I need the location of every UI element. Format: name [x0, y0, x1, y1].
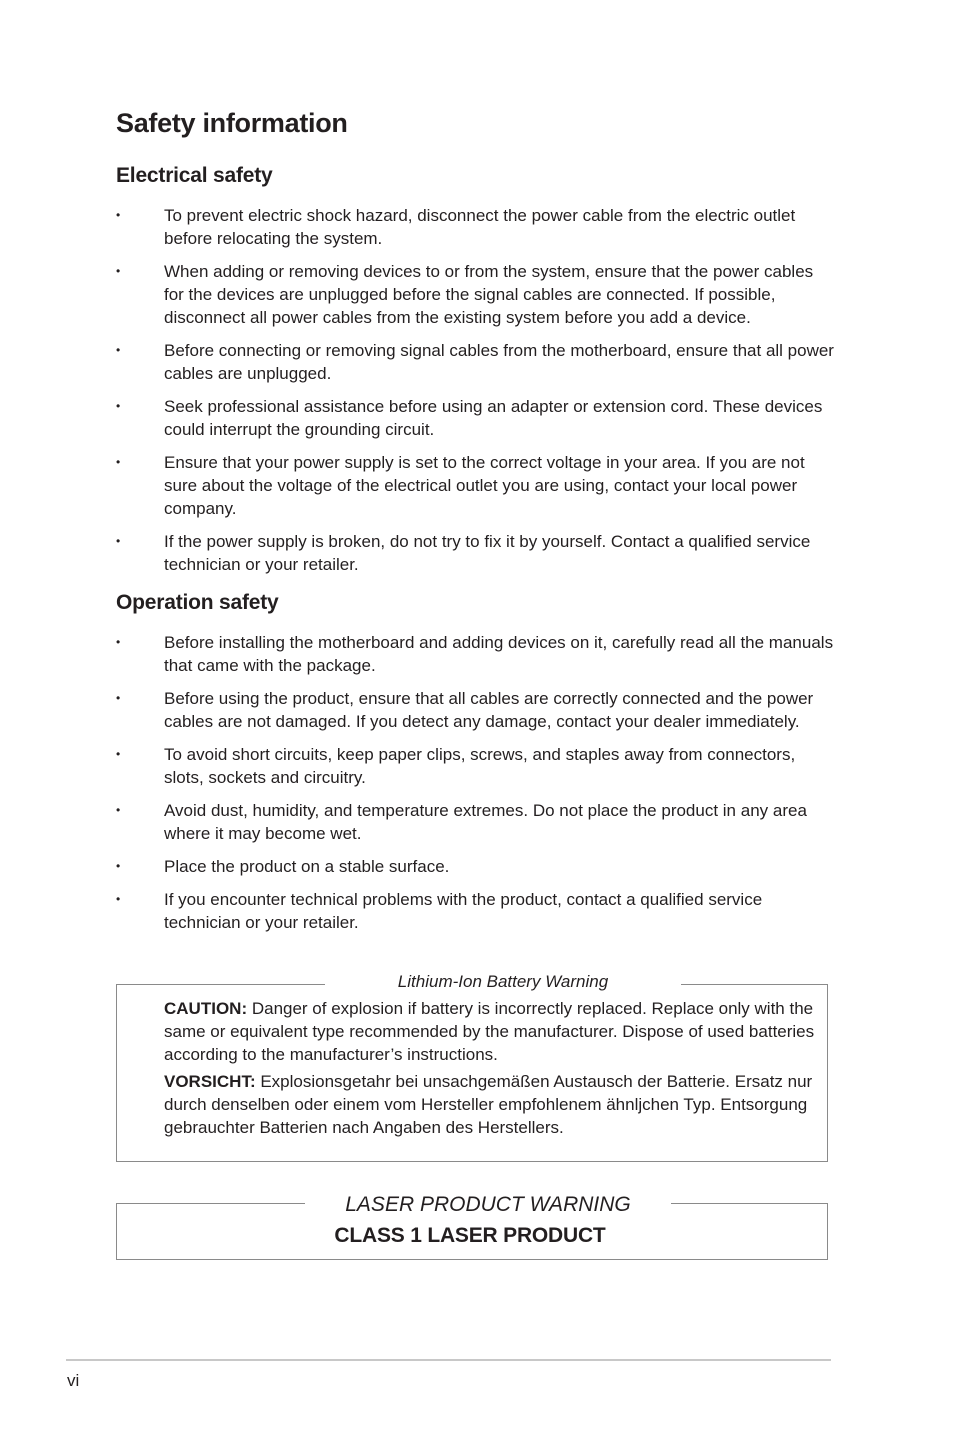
- bullet-icon: •: [116, 534, 121, 548]
- laser-warning-title: LASER PRODUCT WARNING: [305, 1192, 671, 1218]
- caution-text: Danger of explosion if battery is incorrectly replaced. Replace only with the same or equivalent type recommended by the manufacturer. Dispose of used batteries according to the manufacturer’s instructions.: [164, 999, 815, 1064]
- laser-warning-box: [116, 1193, 828, 1260]
- list-item: [116, 451, 836, 520]
- list-item: [116, 855, 836, 878]
- list-item: [116, 631, 836, 677]
- bullet-icon: •: [116, 455, 121, 469]
- bullet-icon: •: [116, 892, 121, 906]
- page-number: vi: [67, 1371, 80, 1390]
- laser-class-label: CLASS 1 LASER PRODUCT: [334, 1224, 606, 1247]
- bullet-icon: •: [116, 691, 121, 705]
- operation-safety-list: [116, 631, 836, 944]
- list-item-text: Avoid dust, humidity, and temperature extremes. Do not place the product in any area where it may become wet.: [164, 801, 807, 843]
- list-item: [116, 799, 836, 845]
- electrical-safety-list: [116, 204, 836, 586]
- list-item-text: To prevent electric shock hazard, disconnect the power cable from the electric outlet before relocating the system.: [164, 206, 796, 248]
- list-item: [116, 204, 836, 250]
- footer-divider: [66, 1359, 831, 1361]
- electrical-safety-heading: Electrical safety: [116, 164, 273, 187]
- bullet-icon: •: [116, 803, 121, 817]
- battery-warning-title: Lithium-Ion Battery Warning: [325, 971, 681, 993]
- list-item: [116, 687, 836, 733]
- vorsicht-paragraph: [164, 1070, 828, 1139]
- list-item-text: Before connecting or removing signal cables from the motherboard, ensure that all power cables are unplugged.: [164, 341, 834, 383]
- battery-warning-box: [116, 972, 828, 1162]
- caution-label: CAUTION:: [164, 999, 248, 1018]
- list-item: [116, 888, 836, 934]
- caution-paragraph: [164, 997, 828, 1066]
- bullet-icon: •: [116, 399, 121, 413]
- bullet-icon: •: [116, 635, 121, 649]
- list-item-text: If you encounter technical problems with the product, contact a qualified service technician or your retailer.: [164, 890, 763, 932]
- operation-safety-heading: Operation safety: [116, 591, 279, 614]
- vorsicht-text: Explosionsgetahr bei unsachgemäßen Austausch der Batterie. Ersatz nur durch denselben oder einem vom Hersteller empfohlenem ähnljchen Typ. Entsorgung gebrauchter Batterien nach Angaben des Herstellers.: [164, 1072, 813, 1137]
- list-item: [116, 743, 836, 789]
- list-item-text: When adding or removing devices to or from the system, ensure that the power cables for the devices are unplugged before the signal cables are connected. If possible, disconnect all power cables from the existing system before you add a device.: [164, 262, 814, 327]
- bullet-icon: •: [116, 264, 121, 278]
- list-item-text: Before using the product, ensure that all cables are correctly connected and the power cables are not damaged. If you detect any damage, contact your dealer immediately.: [164, 689, 814, 731]
- list-item: [116, 530, 836, 576]
- list-item: [116, 395, 836, 441]
- list-item: [116, 339, 836, 385]
- bullet-icon: •: [116, 859, 121, 873]
- list-item-text: Before installing the motherboard and adding devices on it, carefully read all the manuals that came with the package.: [164, 633, 834, 675]
- list-item-text: If the power supply is broken, do not try to fix it by yourself. Contact a qualified service technician or your retailer.: [164, 532, 811, 574]
- bullet-icon: •: [116, 343, 121, 357]
- list-item-text: Seek professional assistance before using an adapter or extension cord. These devices could interrupt the grounding circuit.: [164, 397, 823, 439]
- bullet-icon: •: [116, 747, 121, 761]
- list-item-text: Place the product on a stable surface.: [164, 857, 450, 876]
- list-item: [116, 260, 836, 329]
- vorsicht-label: VORSICHT:: [164, 1072, 256, 1091]
- list-item-text: Ensure that your power supply is set to the correct voltage in your area. If you are not sure about the voltage of the electrical outlet you are using, contact your local power company.: [164, 453, 805, 518]
- list-item-text: To avoid short circuits, keep paper clips, screws, and staples away from connectors, slots, sockets and circuitry.: [164, 745, 796, 787]
- page-title: Safety information: [116, 108, 348, 138]
- bullet-icon: •: [116, 208, 121, 222]
